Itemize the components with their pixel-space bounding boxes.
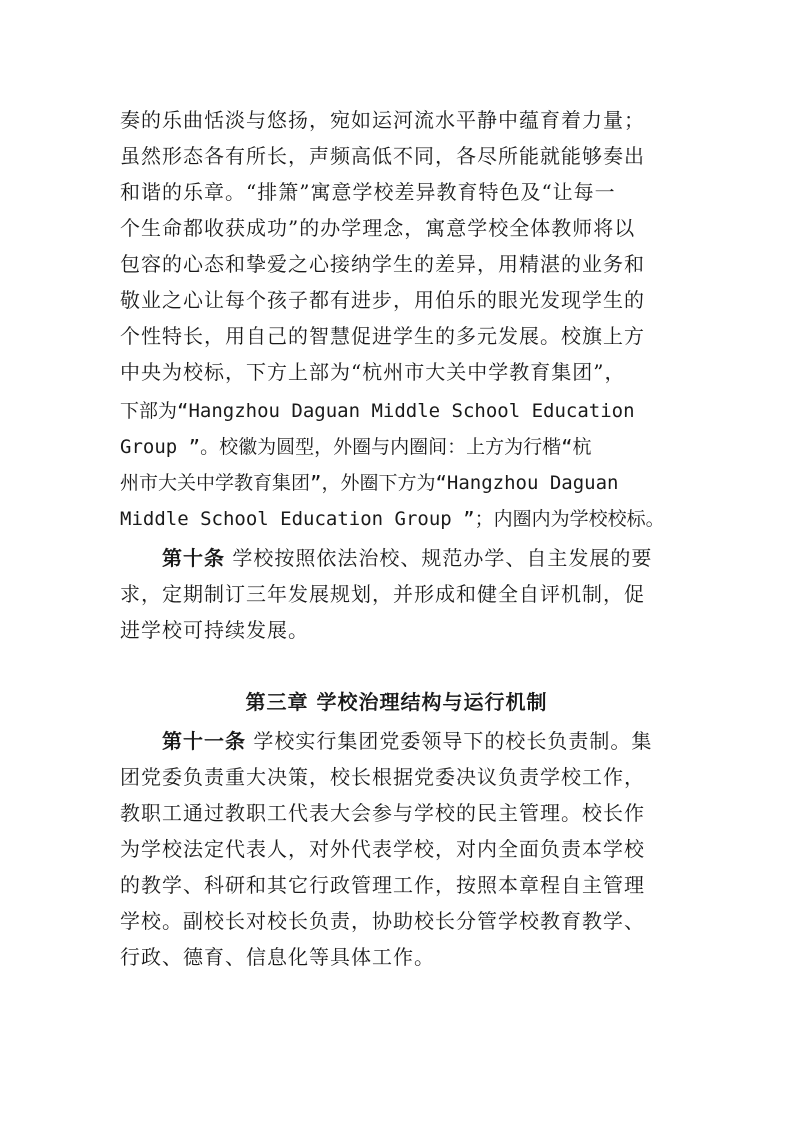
paragraph-line: 州市大关中学教育集团”，外圈下方为“Hangzhou Daguan [120,472,619,494]
article-10-line: 求，定期制订三年发展规划，并形成和健全自评机制，促 [120,582,645,606]
paragraph-line: 下部为“Hangzhou Daguan Middle School Education [120,400,635,422]
article-11-line: 的教学、科研和其它行政管理工作，按照本章程自主管理 [120,873,645,897]
article-11-line: 为学校法定代表人，对外代表学校，对内全面负责本学校 [120,837,645,861]
article-10-text: 学校按照依法治校、规范办学、自主发展的要 [232,546,653,570]
chapter-heading: 第三章 学校治理结构与运行机制 [245,690,548,714]
paragraph-line: 和谐的乐章。“排箫”寓意学校差异教育特色及“让每一 [120,180,616,204]
article-11-line: 行政、德育、信息化等具体工作。 [120,945,435,969]
article-11-line: 团党委负责重大决策，校长根据党委决议负责学校工作， [120,765,645,789]
paragraph-line: 中央为校标，下方上部为“杭州市大关中学教育集团”， [120,360,626,384]
article-11-line: 教职工通过教职工代表大会参与学校的民主管理。校长作 [120,801,645,825]
article-10-label: 第十条 [162,546,225,570]
paragraph-line: 敬业之心让每个孩子都有进步，用伯乐的眼光发现学生的 [120,288,645,312]
paragraph-line: 个性特长，用自己的智慧促进学生的多元发展。校旗上方 [120,324,645,348]
paragraph-line: 奏的乐曲恬淡与悠扬，宛如运河流水平静中蕴育着力量； [120,108,645,132]
article-11-text: 学校实行集团党委领导下的校长负责制。集 [253,729,653,753]
paragraph-line: 虽然形态各有所长，声频高低不同，各尽所能就能够奏出 [120,144,645,168]
article-11-label: 第十一条 [162,729,246,753]
paragraph-line: Middle School Education Group ”；内圈内为学校校标。 [120,508,665,530]
article-11-first-line [162,723,722,759]
article-11-line: 学校。副校长对校长负责，协助校长分管学校教育教学、 [120,909,645,933]
article-10-first-line [162,540,722,576]
article-10-line: 进学校可持续发展。 [120,618,309,642]
paragraph-line: Group ”。校徽为圆型，外圈与内圈间：上方为行楷“杭 [120,436,592,458]
paragraph-line: 个生命都收获成功”的办学理念，寓意学校全体教师将以 [120,216,636,240]
paragraph-line: 包容的心态和挚爱之心接纳学生的差异，用精湛的业务和 [120,252,645,276]
